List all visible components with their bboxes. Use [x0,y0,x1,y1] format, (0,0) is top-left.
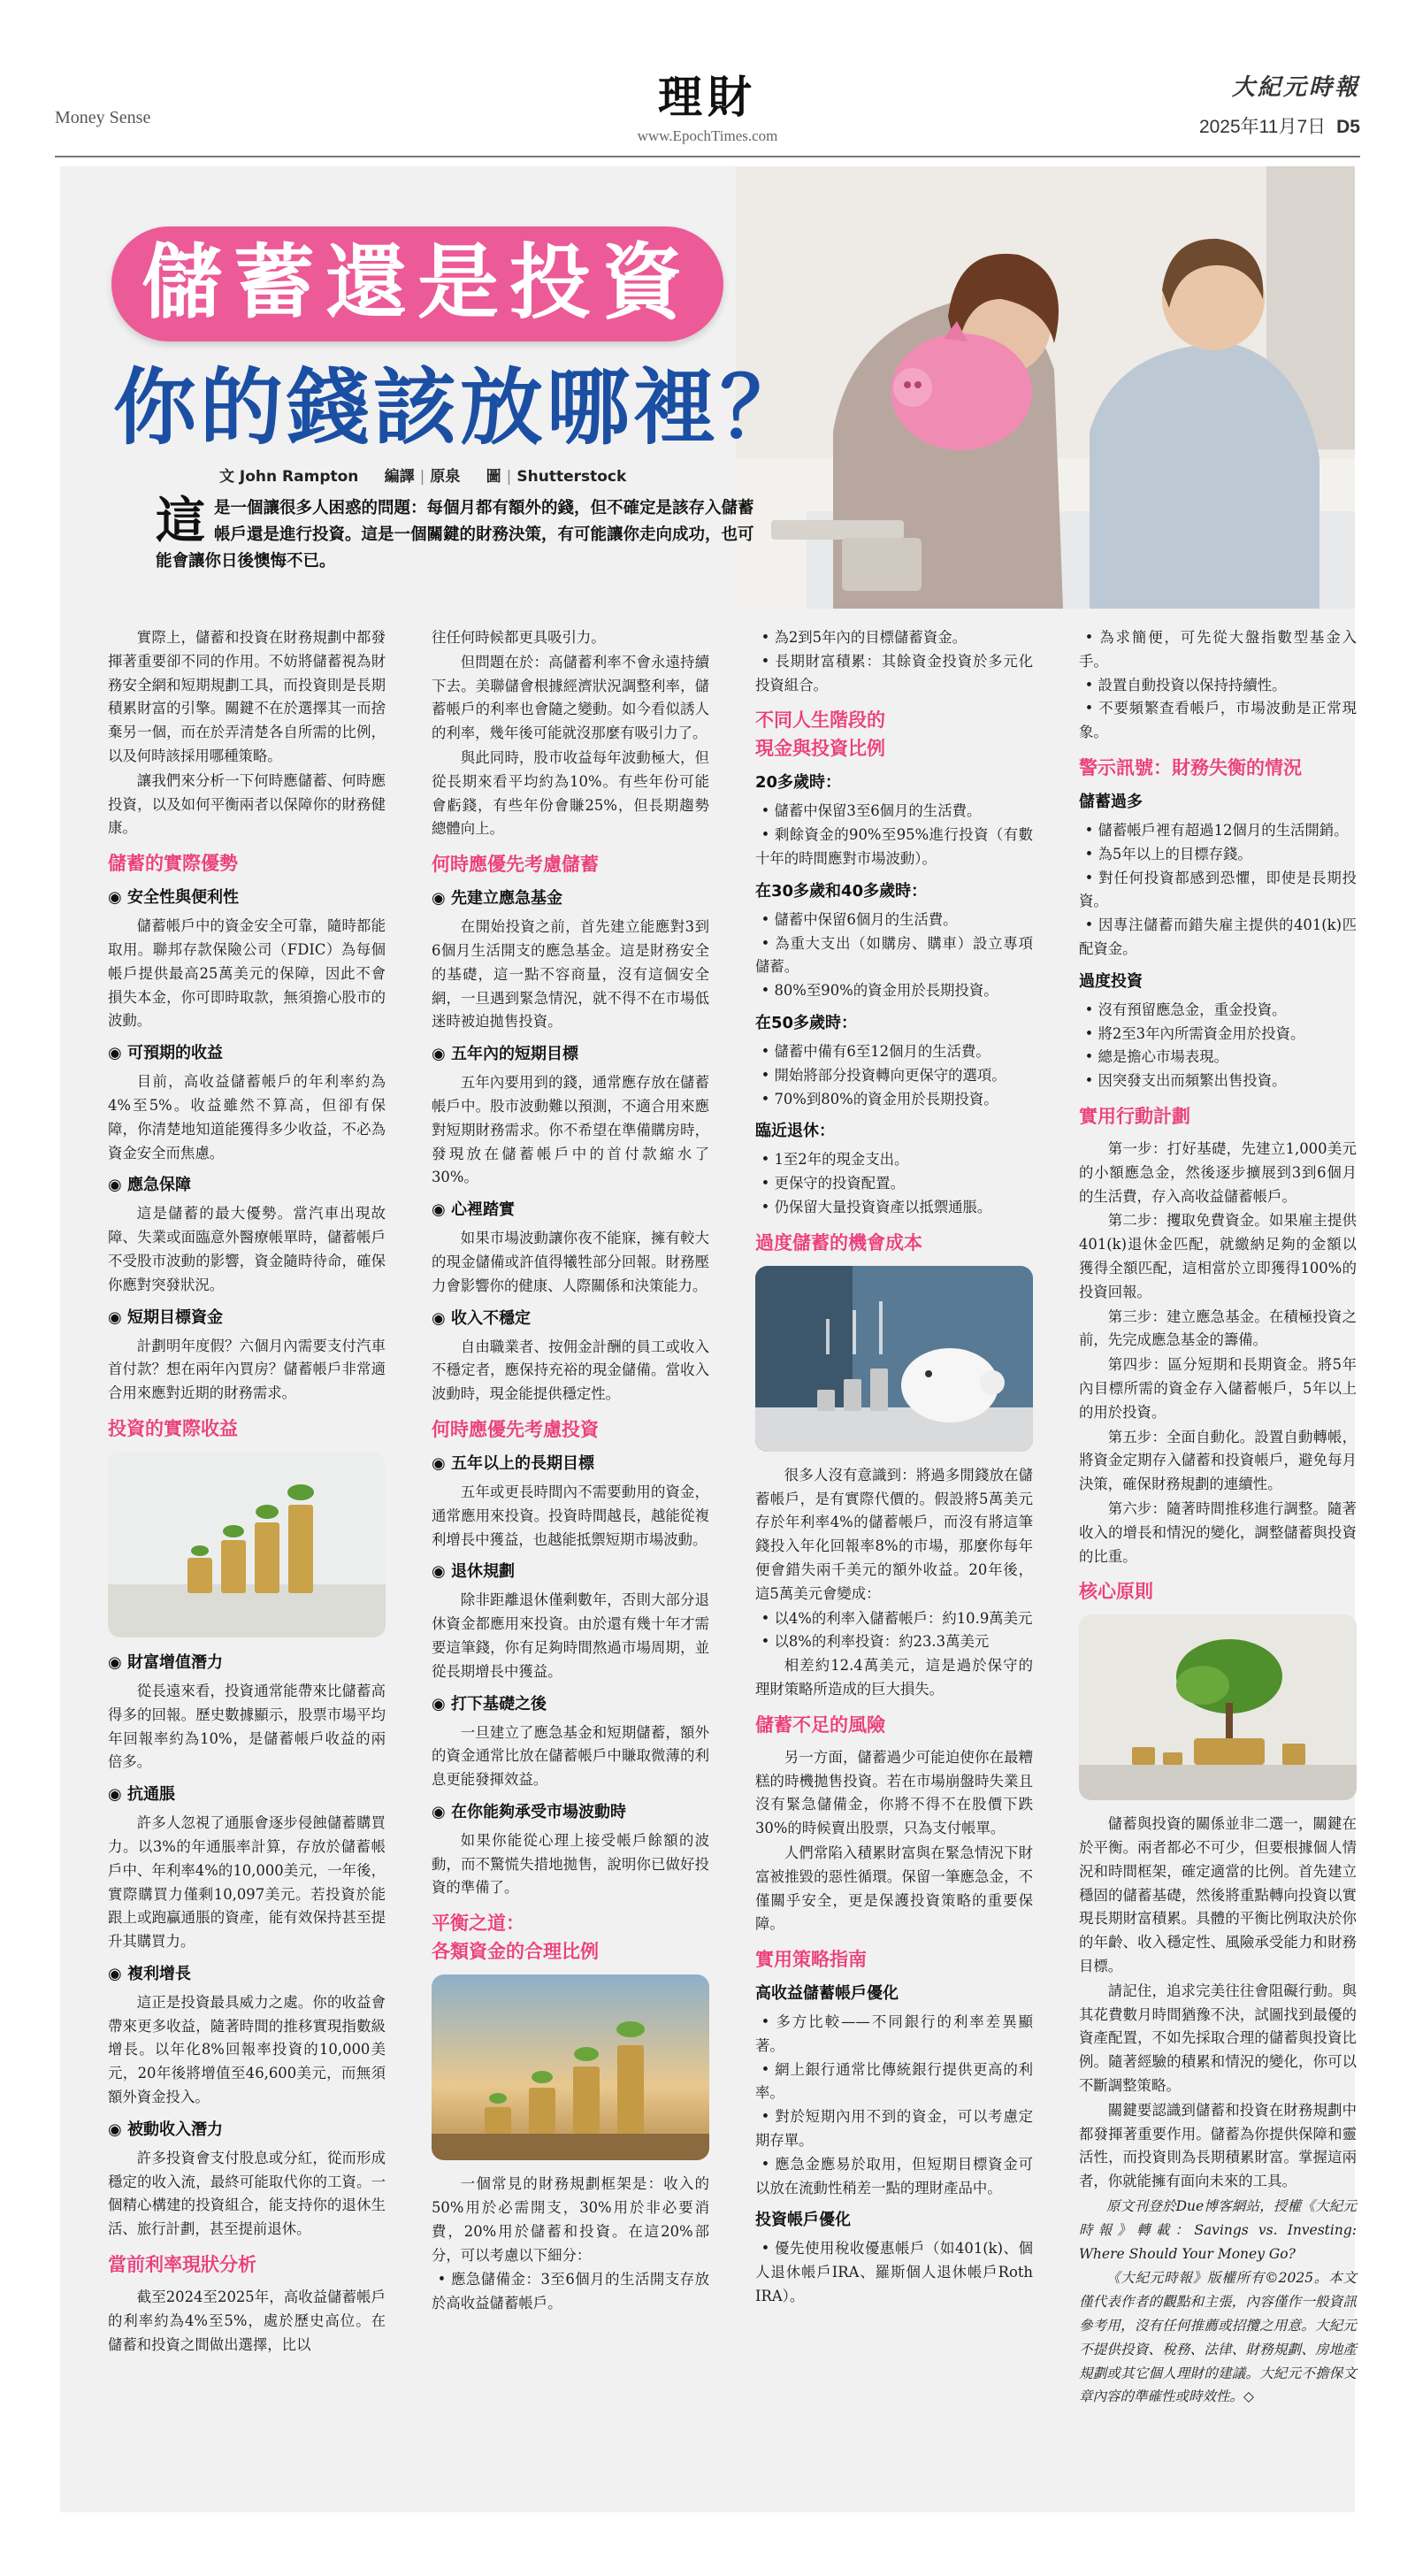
headline-line1: 儲蓄還是投資 [111,226,723,341]
paragraph: 除非距離退休僅剩數年，否則大部分退休資金都應用來投資。由於還有幾十年才需要這筆錢，你有足夠時間熬過市場周期，並從長期增長中獲益。 [432,1591,709,1680]
section-heading [432,1909,709,1966]
sub-heading: 20多歲時： [755,773,842,793]
sub-heading: ◉ 先建立應急基金 [432,889,562,908]
tips-list [1079,626,1357,745]
list-item: • 為2到5年內的目標儲蓄資金。 [755,626,1033,650]
image-credit: Shutterstock [516,468,627,486]
paragraph: 儲蓄帳戶中的資金安全可靠，隨時都能取用。聯邦存款保險公司（FDIC）為每個帳戶提供最高25萬美元的保障，因此不會損失本金，你可即時取款，無須擔心股市的波動。 [108,917,386,1030]
list-item: • 優先使用稅收優惠帳戶（如401(k)、個人退休帳戶IRA、羅斯個人退休帳戶Roth IRA）。 [755,2237,1033,2308]
paragraph: 五年或更長時間內不需要動用的資金，通常應用來投資。投資時間越長，越能從複利增長中獲益，也越能抵禦短期市場波動。 [432,1483,709,1548]
sub-heading: ◉ 五年內的短期目標 [432,1045,578,1064]
step-paragraph: 第三步：建立應急基金。在積極投資之前，先完成應急基金的籌備。 [1079,1307,1357,1349]
paragraph: 關鍵要認識到儲蓄和投資在財務規劃中都發揮著重要作用。儲蓄為你提供保障和靈活性，而投資則為長期積累財富。掌握這兩者，你就能擁有面向未來的工具。 [1079,2101,1357,2190]
sub-heading: ◉ 被動收入潛力 [108,2120,223,2139]
sub-heading: ◉ 在你能夠承受市場波動時 [432,1802,626,1821]
couple-piggy-bank-photo [736,166,1355,609]
stage-list [755,908,1033,1003]
tips-list [755,2237,1033,2308]
article-panel [60,166,1355,2512]
paragraph: 如果你能從心理上接受帳戶餘額的波動，而不驚慌失措地拋售，說明你已做好投資的準備了。 [432,1831,709,1897]
drop-cap: 這 [156,493,205,550]
list-item: • 為求簡便，可先從大盤指數型基金入手。 [1079,626,1357,674]
list-item: • 多方比較——不同銀行的利率差異顯著。 [755,2011,1033,2058]
piggy-bank-coins-photo [755,1266,1033,1452]
list-item: • 以8%的利率投資：約23.3萬美元 [755,1630,1033,1654]
sub-heading: ◉ 收入不穩定 [432,1308,531,1328]
coin-stacks-plants-photo [108,1452,386,1637]
section-heading: 儲蓄的實際優勢 [108,853,238,875]
paragraph: 從長遠來看，投資通常能帶來比儲蓄高得多的回報。歷史數據顯示，股票市場平均年回報率約為10%，是儲蓄帳戶收益的兩倍多。 [108,1682,386,1771]
section-heading: 投資的實際收益 [108,1417,238,1439]
paragraph: 相差約12.4萬美元，這是過於保守的理財策略所造成的巨大損失。 [755,1657,1033,1698]
stage-list [755,800,1033,870]
paragraph: 許多人忽視了通脹會逐步侵蝕儲蓄購買力。以3%的年通脹率計算，存放於儲蓄帳戶中、年利率4%的10,000美元，一年後，實際購買力僅剩10,097美元。若投資於能跟上或跑贏通脹的資產，能有效保持甚至提升其購買力。 [108,1814,386,1951]
translator-name: 原泉 [430,468,461,486]
paragraph: 許多投資會支付股息或分紅，從而形成穩定的收入流，最終可能取代你的工資。一個精心構建的投資組合，能支持你的退休生活、旅行計劃，甚至提前退休。 [108,2149,386,2238]
list-item: • 80%至90%的資金用於長期投資。 [755,979,1033,1003]
sub-heading: ◉ 抗通脹 [108,1785,175,1805]
section-heading: 過度儲蓄的機會成本 [755,1231,922,1254]
intro-paragraph [156,495,757,575]
list-item: • 為重大支出（如購房、購車）設立專項儲蓄。 [755,932,1033,980]
list-item: • 1至2年的現金支出。 [755,1148,1033,1172]
section-masthead [55,69,1360,145]
translator-label: 編譯 [384,468,415,486]
heading-line: 各類資金的合理比例 [432,1941,599,1963]
paragraph: 計劃明年度假？六個月內需要支付汽車首付款？想在兩年內買房？儲蓄帳戶非常適合用來應對近期的財務需求。 [108,1337,386,1402]
list-item: • 不要頻繁查看帳戶，市場波動是正常現象。 [1079,697,1357,745]
image-credit-label: 圖 [486,468,501,486]
section-heading: 實用策略指南 [755,1949,867,1971]
author-name: John Rampton [239,468,359,486]
paragraph: 一旦建立了應急基金和短期儲蓄，額外的資金通常比放在儲蓄帳戶中賺取微薄的利息更能發揮效益。 [432,1723,709,1789]
list-item: • 儲蓄帳戶裡有超過12個月的生活開銷。 [1079,819,1357,843]
warning-list [1079,999,1357,1093]
step-paragraph: 第一步：打好基礎，先建立1,000美元的小額應急金，然後逐步擴展到3到6個月的生活費，存入高收益儲蓄帳戶。 [1079,1139,1357,1205]
section-heading [755,706,1033,763]
list-item: • 沒有預留應急金，重金投資。 [1079,999,1357,1023]
list-item: • 對於短期內用不到的資金，可以考慮定期存單。 [755,2105,1033,2153]
coin-stacks-sunset-photo [432,1974,709,2160]
comparison-list [755,1607,1033,1655]
page-header [55,69,1360,156]
list-item: • 儲蓄中備有6至12個月的生活費。 [755,1040,1033,1064]
warning-list [1079,819,1357,962]
allocation-list [755,626,1033,697]
list-item: • 對任何投資都感到恐懼，即使是長期投資。 [1079,867,1357,915]
sub-heading: 臨近退休： [755,1122,835,1141]
publication-info [1199,69,1360,139]
stage-list [755,1040,1033,1111]
newspaper-logo: 大紀元時報 [1231,74,1360,101]
list-item: • 長期財富積累：其餘資金投資於多元化投資組合。 [755,650,1033,698]
issue-date [1199,112,1360,139]
section-heading: 儲蓄不足的風險 [755,1714,885,1736]
sub-heading: ◉ 短期目標資金 [108,1307,223,1327]
sub-heading: 在30多歲和40多歲時： [755,881,928,901]
section-heading: 實用行動計劃 [1079,1105,1190,1127]
heading-line: 現金與投資比例 [755,738,885,760]
heading-line: 平衡之道： [432,1913,524,1935]
step-paragraph: 第二步：攫取免費資金。如果雇主提供401(k)退休金匹配，就繳納足夠的金額以獲得全額匹配，這相當於立即獲得100%的投資回報。 [1079,1212,1357,1300]
paragraph: 如果市場波動讓你夜不能寐，擁有較大的現金儲備或許值得犧牲部分回報。財務壓力會影響你的健康、人際關係和決策能力。 [432,1230,709,1294]
paragraph: 自由職業者、按佣金計酬的員工或收入不穩定者，應保持充裕的現金儲備。當收入波動時，現金能提供穩定性。 [432,1338,709,1403]
sub-heading: ◉ 打下基礎之後 [432,1694,547,1714]
page-number: D5 [1336,117,1360,137]
list-item: • 網上銀行通常比傳統銀行提供更高的利率。 [755,2058,1033,2106]
disclaimer-note: 《大紀元時報》版權所有©2025。本文僅代表作者的觀點和主張，內容僅作一般資訊參考用，沒有任何推薦或招攬之用意。大紀元不提供投資、稅務、法律、財務規劃、房地產規劃或其它個人理財的建議。大紀元不擔保文章內容的準確性或時效性。◇ [1079,2270,1357,2405]
sub-heading: 投資帳戶優化 [755,2211,851,2230]
headline-line2: 你的錢該放哪裡？ [113,360,807,456]
section-heading: 何時應優先考慮儲蓄 [432,854,599,876]
section-heading: 當前利率現狀分析 [108,2254,256,2276]
header-divider [55,156,1360,157]
step-paragraph: 第六步：隨著時間推移進行調整。隨著收入的增長和情況的變化，調整儲蓄與投資的比重。 [1079,1499,1357,1565]
step-paragraph: 第四步：區分短期和長期資金。將5年內目標所需的資金存入儲蓄帳戶，5年以上的用於投資。 [1079,1356,1357,1421]
list-item: • 儲蓄中保留6個月的生活費。 [755,908,1033,932]
paragraph: 很多人沒有意識到：將過多閒錢放在儲蓄帳戶，是有實際代價的。假設將5萬美元存於年利率4%的儲蓄帳戶，而沒有將這筆錢投入年化回報率8%的市場，那麼你每年便會錯失兩千美元的額外收益。20年後，這5萬美元會變成： [755,1466,1033,1602]
paragraph: 這正是投資最具威力之處。你的收益會帶來更多收益，隨著時間的推移實現指數級增長。以年化8%回報率投資的10,000美元，20年後將增值至46,600美元，而無須額外資金投入。 [108,1993,386,2106]
section-name-en: Money Sense [55,108,151,127]
list-item: • 因突發支出而頻繁出售投資。 [1079,1070,1357,1093]
step-paragraph: 第五步：全面自動化。設置自動轉帳，將資金定期存入儲蓄和投資帳戶，避免每月決策，確保財務規劃的連續性。 [1079,1428,1357,1493]
paragraph: 在開始投資之前，首先建立能應對3到6個月生活開支的應急基金。這是財務安全的基礎，這一點不容商量，沒有這個安全網，一旦遇到緊急情況，就不得不在市場低迷時被迫拋售投資。 [432,918,709,1031]
paragraph: 目前，高收益儲蓄帳戶的年利率約為4%至5%。收益雖然不算高，但卻有保障，你清楚地知道能獲得多少收益，不必為資金安全而焦慮。 [108,1073,386,1162]
paragraph: 請記住，追求完美往往會阻礙行動。與其花費數月時間猶豫不決，試圖找到最優的資產配置，不如先採取合理的儲蓄與投資比例。隨著經驗的積累和情況的變化，你可以不斷調整策略。 [1079,1982,1357,2095]
list-item: • 仍保留大量投資資產以抵禦通脹。 [755,1196,1033,1220]
column-4 [1079,626,1357,2410]
sub-heading: ◉ 五年以上的長期目標 [432,1453,594,1473]
hero-section [60,166,1355,609]
sub-heading: ◉ 應急保障 [108,1176,191,1195]
author-label: 文 [219,468,234,486]
sub-heading: 在50多歲時： [755,1013,858,1032]
list-item: • 以4%的利率入儲蓄帳戶：約10.9萬美元 [755,1607,1033,1631]
paragraph: 實際上，儲蓄和投資在財務規劃中都發揮著重要卻不同的作用。不妨將儲蓄視為財務安全網和短期規劃工具，而投資則是長期積累財富的引擎。關鍵不在於選擇其一而捨棄另一個，而在於弄清楚各自所需的比例，以及何時該採用哪種策略。 [108,629,386,764]
sub-heading: 儲蓄過多 [1079,792,1143,811]
sub-heading: ◉ 可預期的收益 [108,1044,223,1063]
list-item: • 設置自動投資以保持持續性。 [1079,674,1357,698]
sub-heading: ◉ 財富增值潛力 [108,1652,223,1672]
paragraph: 但問題在於：高儲蓄利率不會永遠持續下去。美聯儲會根據經濟狀況調整利率，儲蓄帳戶的利率也會隨之變動。如今看似誘人的利率，幾年後可能就沒那麼有吸引力了。 [432,653,709,742]
list-item: • 總是擔心市場表現。 [1079,1046,1357,1070]
paragraph: 讓我們來分析一下何時應儲蓄、何時應投資，以及如何平衡兩者以保障你的財務健康。 [108,771,386,837]
paragraph: 這是儲蓄的最大優勢。當汽車出現故障、失業或面臨意外醫療帳單時，儲蓄帳戶不受股市波動的影響，資金隨時待命，確保你應對突發狀況。 [108,1205,386,1293]
stage-list [755,1148,1033,1219]
paragraph: 一個常見的財務規劃框架是：收入的50%用於必需開支，30%用於非必要消費，20%用於儲蓄和投資。在這20%部分，可以考慮以下細分： [432,2175,709,2264]
list-item: • 因專注儲蓄而錯失雇主提供的401(k)匹配資金。 [1079,914,1357,962]
column-1 [108,626,386,2358]
paragraph: 往任何時候都更具吸引力。 [432,629,606,646]
section-heading: 何時應優先考慮投資 [432,1418,599,1440]
paragraph: 五年內要用到的錢，通常應存放在儲蓄帳戶中。股市波動難以預測，不適合用來應對短期財務需求。你不希望在準備購房時，發現放在儲蓄帳戶中的首付款縮水了30%。 [432,1074,709,1186]
column-2 [432,626,709,2316]
site-url[interactable]: www.EpochTimes.com [637,127,778,144]
allocation-list [432,2268,709,2316]
byline: 文 John Rampton 編譯 | 原泉 圖 | Shutterstock [219,468,627,486]
paragraph: 另一方面，儲蓄過少可能迫使你在最糟糕的時機拋售投資。若在市場崩盤時失業且沒有緊急儲備金，你將不得不在股價下跌30%的時候賣出股票，只為支付帳單。 [755,1748,1033,1837]
sub-heading: ◉ 心裡踏實 [432,1200,515,1220]
column-3 [755,626,1033,2309]
section-heading: 警示訊號：財務失衡的情況 [1079,756,1302,778]
heading-line: 不同人生階段的 [755,709,885,732]
list-item: • 剩餘資金的90%至95%進行投資（有數十年的時間應對市場波動）。 [755,824,1033,871]
tips-list [755,2011,1033,2200]
list-item: • 開始將部分投資轉向更保守的選項。 [755,1064,1033,1088]
section-heading: 核心原則 [1079,1581,1153,1603]
list-item: • 應急儲備金：3至6個月的生活開支存放於高收益儲蓄帳戶。 [432,2268,709,2316]
sub-heading: 過度投資 [1079,971,1143,991]
sub-heading: ◉ 安全性與便利性 [108,888,239,908]
list-item: • 更保守的投資配置。 [755,1172,1033,1196]
paragraph: 截至2024至2025年，高收益儲蓄帳戶的利率約為4%至5%，處於歷史高位。在儲蓄和投資之間做出選擇，比以 [108,2288,386,2353]
list-item: • 將2至3年內所需資金用於投資。 [1079,1023,1357,1046]
intro-text: 是一個讓很多人困惑的問題：每個月都有額外的錢，但不確定是該存入儲蓄帳戶還是進行投資。這是一個關鍵的財務決策，有可能讓你走向成功，也可能會讓你日後懊悔不已。 [156,499,754,571]
source-note: 原文刊登於Due博客網站，授權《大紀元時報》轉載：Savings vs. Investing: Where Should Your Money Go? [1079,2198,1357,2262]
list-item: • 為5年以上的目標存錢。 [1079,843,1357,867]
list-item: • 儲蓄中保留3至6個月的生活費。 [755,800,1033,824]
sub-heading: ◉ 退休規劃 [432,1562,515,1582]
paragraph: 人們常陷入積累財富與在緊急情況下財富被推毀的惡性循環。保留一筆應急金，不僅關乎安全，更是保護投資策略的重要保障。 [755,1844,1033,1933]
sub-heading: 高收益儲蓄帳戶優化 [755,1984,899,2004]
sub-heading: ◉ 複利增長 [108,1964,191,1983]
money-tree-photo [1079,1614,1357,1800]
list-item: • 應急金應易於取用，但短期目標資金可以放在流動性稍差一點的理財產品中。 [755,2153,1033,2201]
paragraph: 儲蓄與投資的關係並非二選一，關鍵在於平衡。兩者都必不可少，但要根據個人情況和時間框架，確定適當的比例。首先建立穩固的儲蓄基礎，然後將重點轉向投資以實現長期財富積累。具體的平衡比例取決於你的年齡、收入穩定性、風險承受能力和財務目標。 [1079,1815,1357,1975]
date-text: 2025年11月7日 [1198,117,1327,137]
paragraph: 與此同時，股市收益每年波動極大，但從長期來看平均約為10%。有些年份可能會虧錢，有些年份會賺25%，但長期趨勢總體向上。 [432,748,709,838]
list-item: • 70%到80%的資金用於長期投資。 [755,1088,1033,1112]
section-title: 理財 [658,72,757,123]
